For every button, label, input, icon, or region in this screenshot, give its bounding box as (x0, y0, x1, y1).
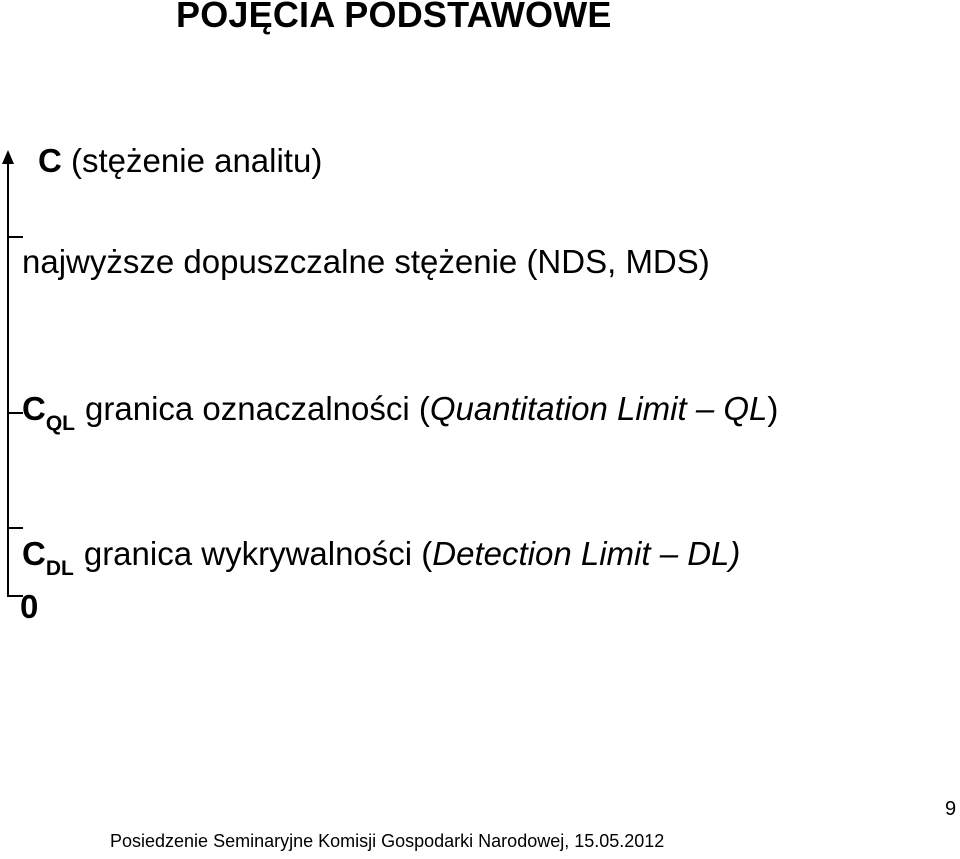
ql-close: ) (767, 390, 779, 427)
ql-symbol: C (22, 390, 46, 427)
ql-italic: Quantitation Limit – QL (429, 390, 768, 427)
dl-italic: Detection Limit – DL) (432, 535, 741, 572)
level-dl (22, 535, 741, 580)
dl-symbol: C (22, 535, 46, 572)
axis-label (38, 142, 322, 180)
axis-symbol: C (38, 142, 62, 179)
axis-zero: 0 (20, 588, 39, 625)
level-nds-text: najwyższe dopuszczalne stężenie (NDS, MDS) (22, 243, 710, 280)
tick-dl (7, 527, 23, 529)
concentration-axis (7, 160, 9, 596)
axis-label-text: (stężenie analitu) (71, 142, 323, 179)
level-nds (22, 243, 710, 281)
ql-subscript: QL (45, 412, 76, 435)
ql-text: granica oznaczalności ( (85, 390, 430, 427)
page-title: POJĘCIA PODSTAWOWE (176, 0, 612, 35)
dl-text: granica wykrywalności ( (83, 535, 433, 572)
tick-ql (7, 412, 23, 414)
page-number: 9 (945, 798, 957, 820)
level-ql (22, 390, 779, 435)
tick-nds (7, 236, 23, 238)
footer-text: Posiedzenie Seminaryjne Komisji Gospodarki Narodowej, 15.05.2012 (110, 831, 665, 851)
dl-subscript: DL (45, 557, 74, 580)
